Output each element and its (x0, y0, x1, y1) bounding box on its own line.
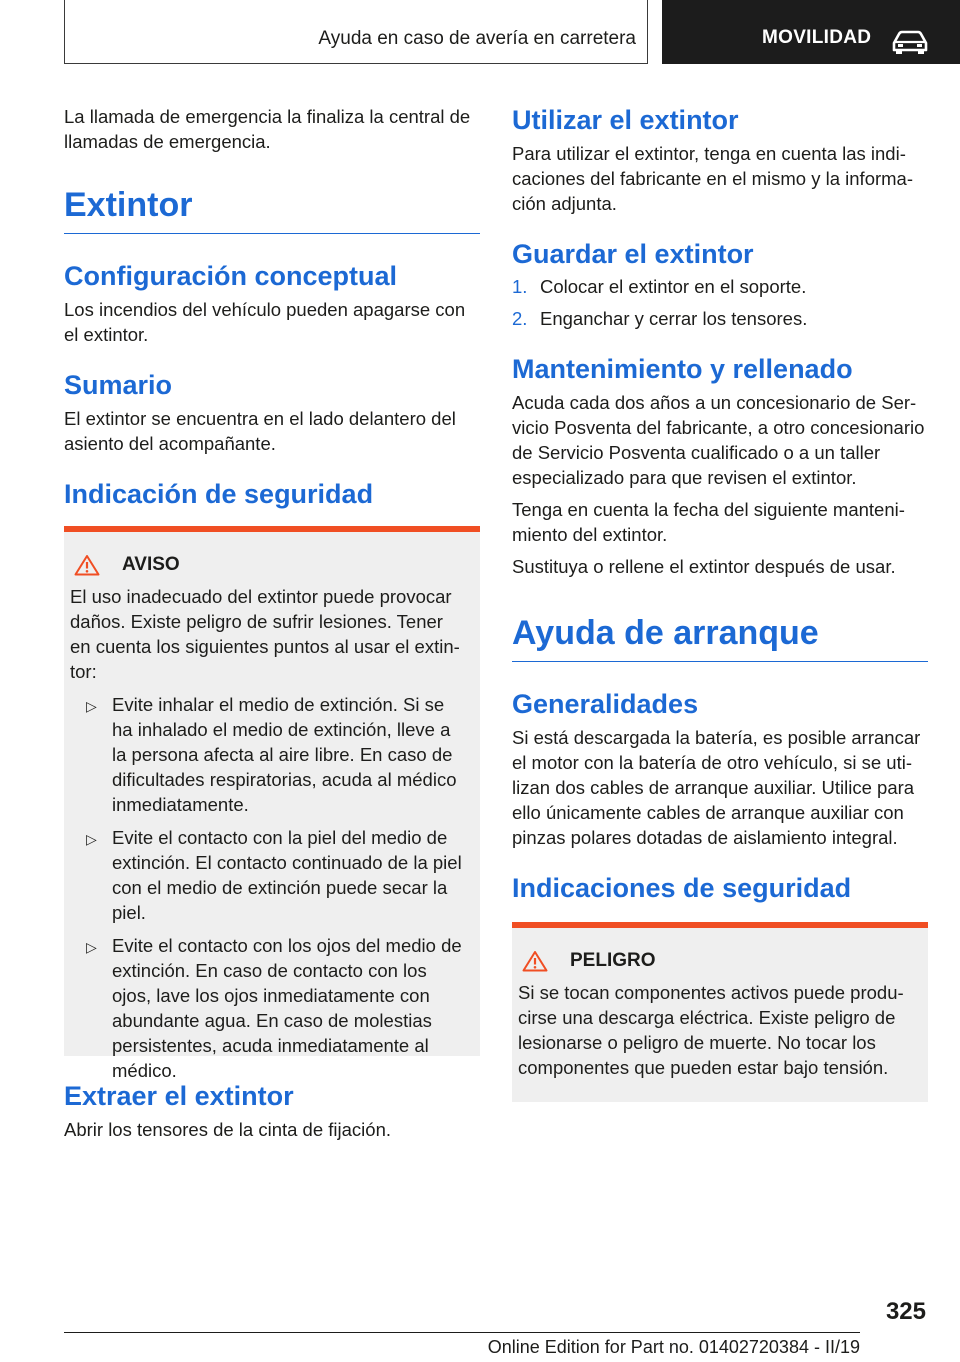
danger-text: Si se tocan componentes activos puede producirse una descarga eléctrica. Existe peligro de lesionarse o peligro de muerte. No tocar los componentes que pueden estar bajo tensión. (518, 982, 904, 1078)
triangle-bullet-icon: ▷ (86, 939, 97, 955)
list-item-text: Evite inhalar el medio de extinción. Si se ha inhalado el medio de extinción, lleve a la persona afecta al aire libre. En caso de dificultades respiratorias, acuda al médico inmediatamente. (112, 694, 457, 815)
heading-sumario: Sumario (64, 370, 173, 400)
warning-list (70, 692, 464, 1083)
heading-generalidades: Generalidades (512, 689, 699, 719)
page-number: 325 (885, 1298, 926, 1325)
step-text: Enganchar y cerrar los tensores. (540, 308, 808, 329)
mantenimiento-text-1: Acuda cada dos años a un concesionario de Servicio Posventa del fabricante, a otro concesionario de Servicio Posventa cualificado o a un taller especializado para que revisen el extintor. (512, 392, 925, 488)
footer-divider (64, 1332, 860, 1333)
step-item (512, 306, 928, 331)
warning-box (64, 526, 480, 1081)
heading-guardar: Guardar el extintor (512, 239, 754, 269)
warning-triangle-icon (74, 554, 100, 576)
mantenimiento-text-2: Tenga en cuenta la fecha del siguiente mantenimiento del extintor. (512, 499, 905, 545)
section-title-extintor: Extintor (64, 185, 480, 234)
danger-box (512, 922, 928, 1102)
triangle-bullet-icon: ▷ (86, 698, 97, 714)
intro-paragraph: La llamada de emergencia la finaliza la central de llamadas de emergencia. (64, 106, 471, 152)
section-tab-label: MOVILIDAD (762, 27, 872, 48)
configuracion-text: Los incendios del vehículo pueden apagarse con el extintor. (64, 299, 466, 345)
mantenimiento-text-3: Sustituya o rellene el extintor después de usar. (512, 556, 896, 577)
right-column (512, 104, 928, 1102)
warning-triangle-icon (522, 950, 548, 972)
list-item (70, 933, 464, 1083)
car-icon (890, 29, 930, 55)
section-title-ayuda-arranque: Ayuda de arranque (512, 613, 928, 662)
step-number: 2. (512, 308, 528, 329)
section-tab (662, 0, 960, 64)
heading-configuracion: Configuración conceptual (64, 261, 398, 291)
left-column (64, 104, 480, 1142)
list-item (70, 825, 464, 925)
list-item-text: Evite el contacto con los ojos del medio de extinción. En caso de contacto con los ojos, lave los ojos inmediatamente con abundante agua. En caso de molestias persistentes, acuda inmediatamente al médico. (112, 935, 462, 1081)
warning-label: AVISO (122, 554, 180, 575)
step-item (512, 274, 928, 299)
step-text: Colocar el extintor en el soporte. (540, 276, 807, 297)
warning-text: El uso inadecuado del extintor puede provocar daños. Existe peligro de sufrir lesiones. Tener en cuenta los siguientes puntos al usar el extintor: (70, 586, 460, 682)
sumario-text: El extintor se encuentra en el lado delantero del asiento del acompañante. (64, 408, 456, 454)
heading-mantenimiento: Mantenimiento y rellenado (512, 354, 853, 384)
header-title: Ayuda en caso de avería en carretera (318, 28, 636, 49)
edition-note: Online Edition for Part no. 01402720384 - II/19 (487, 1337, 860, 1357)
list-item (70, 692, 464, 817)
utilizar-text: Para utilizar el extintor, tenga en cuenta las indicaciones del fabricante en el mismo y la información adjunta. (512, 143, 914, 214)
heading-indicaciones-seguridad: Indicaciones de seguridad (512, 873, 852, 903)
guardar-steps (512, 274, 928, 331)
warning-header (70, 554, 464, 576)
danger-header (518, 950, 912, 972)
list-item-text: Evite el contacto con la piel del medio de extinción. El contacto continuado de la piel con el medio de extinción puede secar la piel. (112, 827, 462, 923)
danger-label: PELIGRO (570, 950, 656, 971)
heading-extraer: Extraer el extintor (64, 1081, 294, 1111)
extraer-text: Abrir los tensores de la cinta de fijación. (64, 1119, 392, 1140)
step-number: 1. (512, 276, 528, 297)
heading-indicacion-seguridad: Indicación de seguridad (64, 479, 374, 509)
heading-utilizar: Utilizar el extintor (512, 105, 739, 135)
generalidades-text: Si está descargada la batería, es posible arrancar el motor con la batería de otro vehículo, si se utilizan dos cables de arranque auxiliar. Utilice para ello únicamente cables de arranque auxiliar con pinzas polares dotadas de aislamiento integral. (512, 727, 921, 848)
triangle-bullet-icon: ▷ (86, 831, 97, 847)
